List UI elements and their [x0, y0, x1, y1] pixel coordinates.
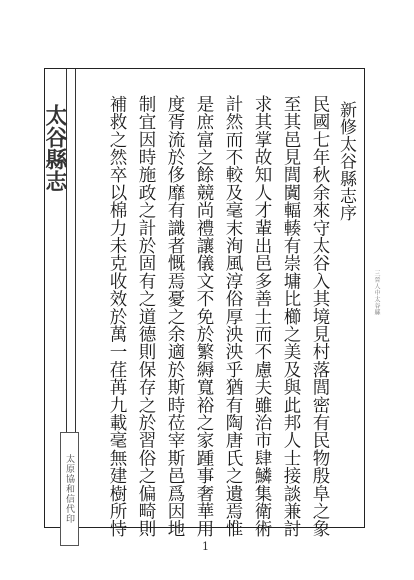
text-column-7: 制宜因時施政之計於固有之道德則保存之於習俗之偏畸則 — [136, 95, 156, 538]
text-column-2: 至其邑見閭闐輻輳有崇墉比櫛之美及與此邦人士接談兼討 — [281, 95, 301, 538]
text-column-3: 求其掌故知人才輩出邑多善士而不慮夫雖治市肆鱗集衛術 — [252, 95, 272, 538]
text-column-1: 民國七年秋余來守太谷入其境見村落閭密有民物殷阜之象 — [310, 95, 330, 538]
text-column-8: 補救之然卒以棉力未克收效於萬一荏苒九載毫無建樹所恃 — [107, 95, 127, 538]
page-number: 1 — [202, 540, 209, 553]
text-column-5: 是庶富之餘競尚禮讓儀文不免於繁縟寬裕之家踵事奢華用 — [194, 95, 214, 538]
text-column-6: 度胥流於侈靡有識者慨焉憂之余適於斯時莅宰斯邑爲因地 — [165, 95, 185, 538]
printer-stamp: 太原協和信代印 — [60, 432, 79, 546]
text-frame — [44, 68, 365, 538]
book-title-label: 太谷縣志 — [42, 104, 68, 192]
text-column-4: 計然而不較及毫末洵風淳俗厚泱泱乎猶有陶唐氏之遺焉惟 — [223, 95, 243, 538]
margin-note: 三晉人中太谷縣 — [373, 270, 380, 316]
preface-title: 新修太谷縣志序 — [336, 101, 356, 222]
